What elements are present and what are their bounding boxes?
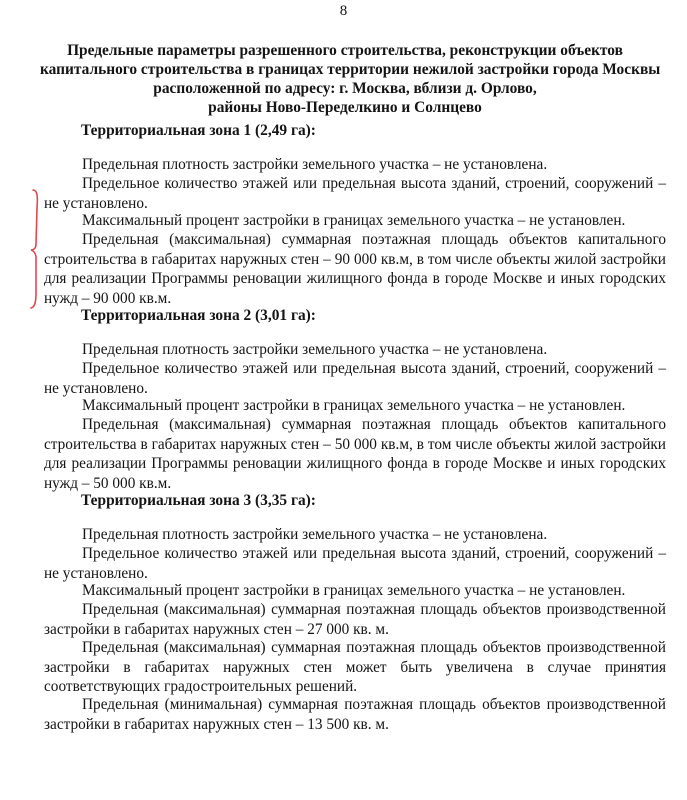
zone-2-coverage: Максимальный процент застройки в границах земельного участка – не установлен.	[82, 397, 626, 414]
document-heading	[40, 41, 661, 117]
heading-line: районы Ново-Переделкино и Солнцево	[208, 99, 482, 116]
zone-3-floor-area-increase: Предельная (максимальная) суммарная поэтажная площадь объектов производственной застройки в габаритах наружных стен может быть увеличена в случае принятия соответствующих градостроительных решений.	[44, 639, 666, 695]
zone-2-floors: Предельное количество этажей или предельная высота зданий, строений, сооружений – не установлено.	[44, 360, 666, 397]
zone-2-floor-area: Предельная (максимальная) суммарная поэтажная площадь объектов капитального строительства в габаритах наружных стен – 50 000 кв.м, в том числе объекты жилой застройки для реализации Программы реновации жилищного фонда в городе Москве и иных городских нужд – 50 000 кв.м.	[44, 416, 666, 492]
page-number: 8	[339, 3, 348, 19]
zone-2-density: Предельная плотность застройки земельного участка – не установлена.	[82, 341, 548, 358]
zone-3-min-floor-area: Предельная (минимальная) суммарная поэтажная площадь объектов производственной застройки в габаритах наружных стен – 13 500 кв. м.	[44, 696, 666, 733]
zone-3-floors: Предельное количество этажей или предельная высота зданий, строений, сооружений – не установлено.	[44, 545, 666, 582]
heading-line: капитального строительства в границах территории нежилой застройки города Москвы	[40, 61, 661, 78]
heading-line: расположенной по адресу: г. Москва, вблизи д. Орлово,	[153, 80, 537, 97]
zone-3-title: Территориальная зона 3 (3,35 га):	[81, 492, 316, 509]
zone-1-floor-area: Предельная (максимальная) суммарная поэтажная площадь объектов капитального строительства в габаритах наружных стен – 90 000 кв.м, в том числе объекты жилой застройки для реализации Программы реновации жилищного фонда в городе Москве и иных городских нужд – 90 000 кв.м.	[44, 231, 666, 307]
zone-3-max-floor-area: Предельная (максимальная) суммарная поэтажная площадь объектов производственной застройки в габаритах наружных стен – 27 000 кв. м.	[44, 601, 666, 638]
heading-line: Предельные параметры разрешенного строительства, реконструкции объектов	[67, 42, 623, 59]
red-margin-bracket-mark	[24, 188, 44, 310]
zone-1-floors: Предельное количество этажей или предельная высота зданий, строений, сооружений – не установлено.	[44, 175, 666, 212]
zone-3-coverage: Максимальный процент застройки в границах земельного участка – не установлен.	[82, 582, 626, 599]
zone-3-density: Предельная плотность застройки земельного участка – не установлена.	[82, 526, 548, 543]
zone-1-coverage: Максимальный процент застройки в границах земельного участка – не установлен.	[82, 212, 626, 229]
zone-1-title: Территориальная зона 1 (2,49 га):	[81, 122, 316, 139]
zone-2-title: Территориальная зона 2 (3,01 га):	[81, 307, 316, 324]
zone-1-density: Предельная плотность застройки земельного участка – не установлена.	[82, 156, 548, 173]
